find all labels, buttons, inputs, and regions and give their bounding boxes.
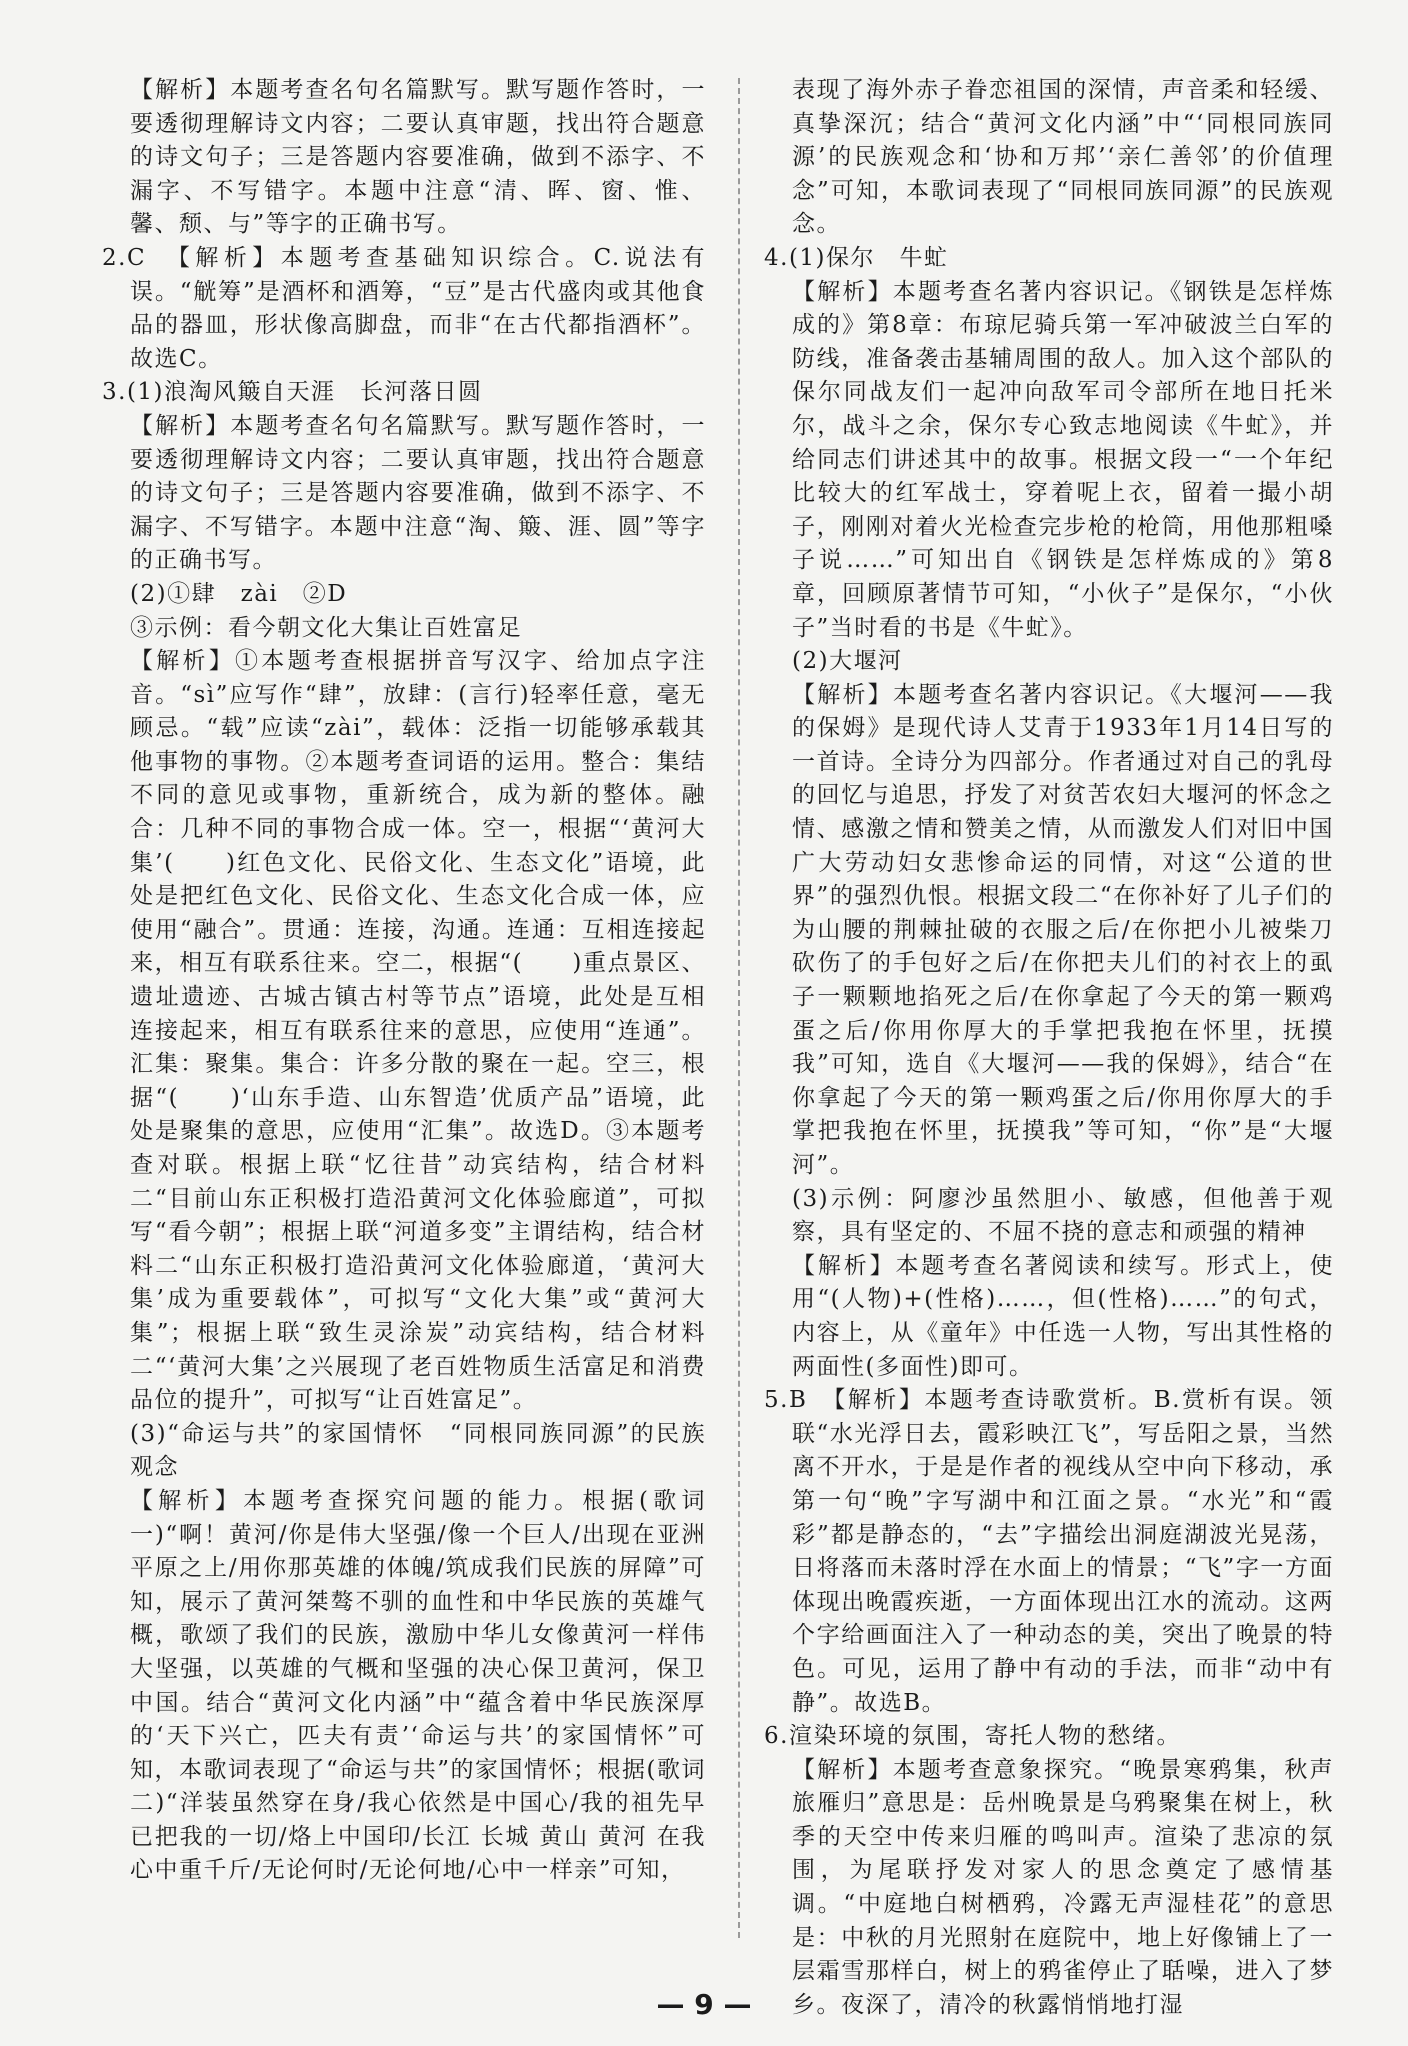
q4-2-answer: (2)大堰河 [792, 648, 903, 675]
q3-2-answer: (2)①肆 zài ②D [130, 580, 348, 607]
q3-2-analysis: 【解析】①本题考查根据拼音写汉字、给加点字注音。“sì”应写作“肆”，放肆：(言行)轻率任意，毫无顾忌。“载”应读“zài”，载体：泛指一切能够承载其他事物的事物。②本题考查词语的运用。整合：集结不同的意见或事物，重新统合，成为新的整体。融合：几种不同的事物合成一体。空一，根据“‘黄河大集’( )红色文化、民俗文化、生态文化”语境，此处是把红色文化、民俗文化、生态文化合成一体，应使用“融合”。贯通：连接，沟通。连通：互相连接起来，相互有联系往来。空二，根据“( )重点景区、遗址遗迹、古城古镇古村等节点”语境，此处是互相连接起来，相互有联系往来的意思，应使用“连通”。汇集：聚集。集合：许多分散的聚在一起。空三，根据“( )‘山东手造、山东智造’优质产品”语境，此处是聚集的意思，应使用“汇集”。故选D。③本题考查对联。根据上联“忆往昔”动宾结构，结合材料二“目前山东正积极打造沿黄河文化体验廊道”，可拟写“看今朝”；根据上联“河道多变”主谓结构，结合材料二“山东正积极打造沿黄河文化体验廊道，‘黄河大集’成为重要载体”，可拟写“文化大集”或“黄河大集”；根据上联“致生灵涂炭”动宾结构，结合材料二“‘黄河大集’之兴展现了老百姓物质生活富足和消费品位的提升”，可拟写“让百姓富足”。 [130, 648, 706, 1414]
q4-1-analysis: 【解析】本题考查名著内容识记。《钢铁是怎样炼成的》第8章：布琼尼骑兵第一军冲破波兰白军的防线，准备袭击基辅周围的敌人。加入这个部队的保尔同战友们一起冲向敌军司令部所在地日托米尔，战斗之余，保尔专心致志地阅读《牛虻》，并给同志们讲述其中的故事。根据文段一“一个年纪比较大的红军战士，穿着呢上衣，留着一撮小胡子，刚刚对着火光检查完步枪的枪筒，用他那粗嗓子说……”可知出自《钢铁是怎样炼成的》第8章，回顾原著情节可知，“小伙子”是保尔，“小伙子”当时看的书是《牛虻》。 [792, 278, 1334, 641]
q3-2-example: ③示例：看今朝文化大集让百姓富足 [130, 614, 522, 641]
q1-analysis: 【解析】本题考查名句名篇默写。默写题作答时，一要透彻理解诗文内容；二要认真审题，找出符合题意的诗文句子；三是答题内容要准确，做到不添字、不漏字、不写错字。本题中注意“清、晖、窗、惟、馨、颓、与”等字的正确书写。 [130, 77, 706, 238]
q3-3-analysis-continued: 表现了海外赤子眷恋祖国的深情，声音柔和轻缓、真挚深沉；结合“黄河文化内涵”中“‘同根同族同源’的民族观念和‘协和万邦’‘亲仁善邻’的价值理念”可知，本歌词表现了“同根同族同源”的民族观念。 [792, 77, 1334, 238]
q2-answer: 2.C 【解析】本题考查基础知识综合。C.说法有误。“觥筹”是酒杯和酒筹，“豆”是古代盛肉或其他食品的器皿，形状像高脚盘，而非“在古代都指酒杯”。故选C。 [102, 244, 706, 372]
page-number: — 9 — [656, 1988, 752, 2021]
q6-analysis: 【解析】本题考查意象探究。“晚景寒鸦集，秋声旅雁归”意思是：岳州晚景是乌鸦聚集在树上，秋季的天空中传来归雁的鸣叫声。渲染了悲凉的氛围，为尾联抒发对家人的思念奠定了感情基调。“中庭地白树栖鸦，冷露无声湿桂花”的意思是：中秋的月光照射在庭院中，地上好像铺上了一层霜雪那样白，树上的鸦雀停止了聒噪，进入了梦乡。夜深了，清冷的秋露悄悄地打湿 [792, 1756, 1334, 2018]
q3-3-analysis: 【解析】本题考查探究问题的能力。根据(歌词一)“啊！黄河/你是伟大坚强/像一个巨人/出现在亚洲平原之上/用你那英雄的体魄/筑成我们民族的屏障”可知，展示了黄河桀骜不驯的血性和中华民族的英雄气概，歌颂了我们的民族，激励中华儿女像黄河一样伟大坚强，以英雄的气概和坚强的决心保卫黄河，保卫中国。结合“黄河文化内涵”中“蕴含着中华民族深厚的‘天下兴亡，匹夫有责’‘命运与共’的家国情怀”可知，本歌词表现了“命运与共”的家国情怀；根据(歌词二)“洋装虽然穿在身/我心依然是中国心/我的祖先早已把我的一切/烙上中国印/长江 长城 黄山 黄河 在我心中重千斤/无论何时/无论何地/心中一样亲”可知， [130, 1487, 706, 1884]
q4-3-analysis: 【解析】本题考查名著阅读和续写。形式上，使用“(人物)+(性格)……，但(性格)……”的句式，内容上，从《童年》中任选一人物，写出其性格的两面性(多面性)即可。 [792, 1252, 1334, 1380]
q5-answer: 5.B 【解析】本题考查诗歌赏析。B.赏析有误。领联“水光浮日去，霞彩映江飞”，写岳阳之景，当然离不开水，于是是作者的视线从空中向下移动，承第一句“晚”字写湖中和江面之景。“水光”和“霞彩”都是静态的，“去”字描绘出洞庭湖波光晃荡，日将落而未落时浮在水面上的情景；“飞”字一方面体现出晚霞疾逝，一方面体现出江水的流动。这两个字给画面注入了一种动态的美，突出了晚景的特色。可见，运用了静中有动的手法，而非“动中有静”。故选B。 [764, 1387, 1334, 1716]
q6-answer: 6.渲染环境的氛围，寄托人物的愁绪。 [764, 1723, 1181, 1750]
q4-3-answer: (3)示例：阿廖沙虽然胆小、敏感，但他善于观察，具有坚定的、不屈不挠的意志和顽强的精神 [792, 1185, 1334, 1246]
q3-1-analysis: 【解析】本题考查名句名篇默写。默写题作答时，一要透彻理解诗文内容；二要认真审题，找出符合题意的诗文句子；三是答题内容要准确，做到不添字、不漏字、不写错字。本题中注意“淘、簸、涯、圆”等字的正确书写。 [130, 412, 706, 574]
left-column [102, 74, 706, 1888]
q4-2-analysis: 【解析】本题考查名著内容识记。《大堰河——我的保姆》是现代诗人艾青于1933年1月14日写的一首诗。全诗分为四部分。作者通过对自己的乳母的回忆与追思，抒发了对贫苦农妇大堰河的怀念之情、感激之情和赞美之情，从而激发人们对旧中国广大劳动妇女悲惨命运的同情，对这“公道的世界”的强烈仇恨。根据文段二“在你补好了儿子们的为山腰的荆棘扯破的衣服之后/在你把小儿被柴刀砍伤了的手包好之后/在你把夫儿们的衬衣上的虱子一颗颗地掐死之后/在你拿起了今天的第一颗鸡蛋之后/你用你厚大的手掌把我抱在怀里，抚摸我”可知，选自《大堰河——我的保姆》，结合“在你拿起了今天的第一颗鸡蛋之后/你用你厚大的手掌把我抱在怀里，抚摸我”等可知，“你”是“大堰河”。 [792, 681, 1334, 1178]
q4-1-answer: 4.(1)保尔 牛虻 [764, 244, 949, 271]
right-column [764, 74, 1334, 2022]
column-divider [738, 78, 740, 1938]
q3-1-answer: 3.(1)浪淘风簸自天涯 长河落日圆 [102, 379, 483, 406]
q3-3-answer: (3)“命运与共”的家国情怀 “同根同族同源”的民族观念 [130, 1420, 706, 1481]
